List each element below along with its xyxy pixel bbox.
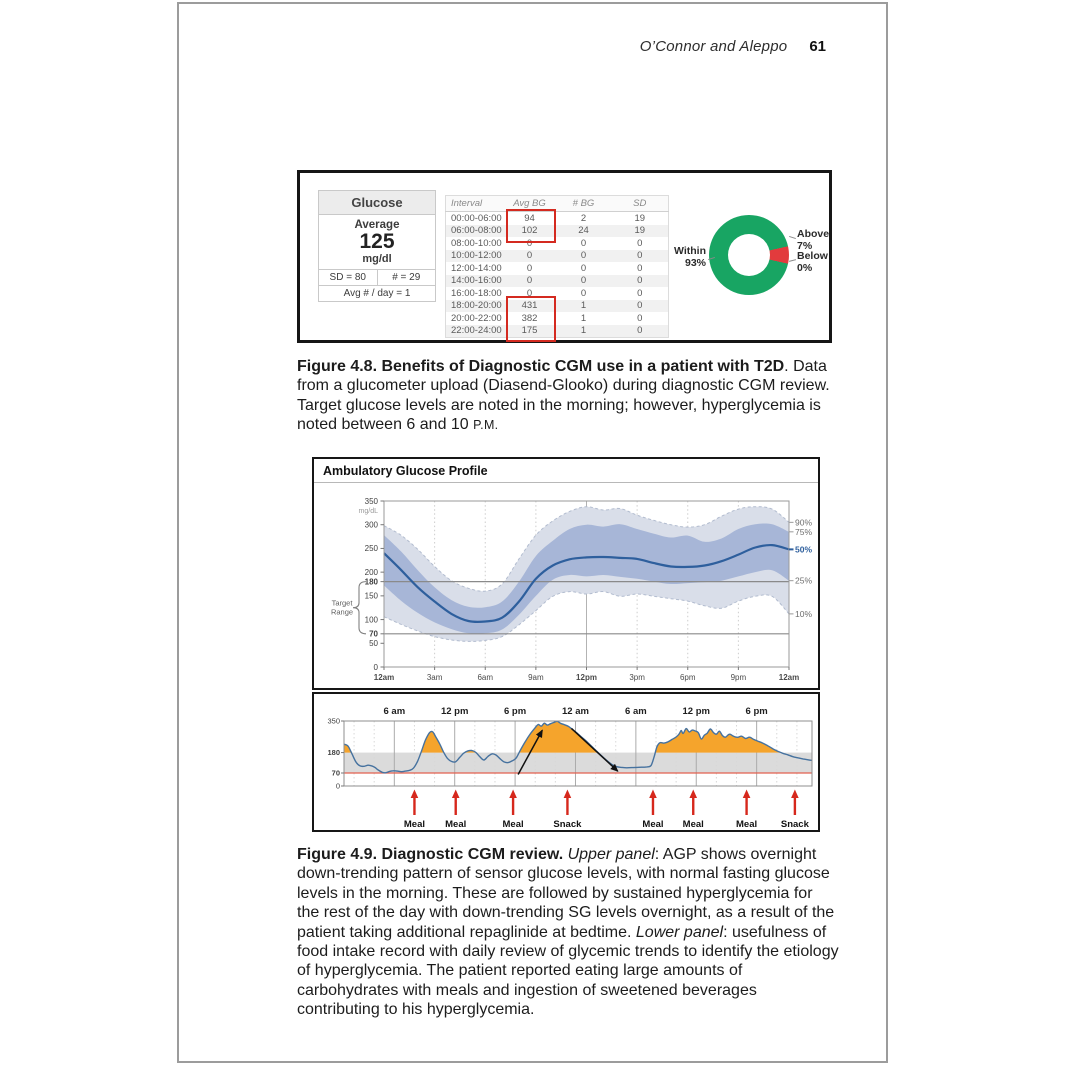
table-row: 12:00-14:00 0 0 0 [451, 262, 643, 274]
event-arrow-head [564, 790, 572, 799]
event-label: Meal [682, 819, 704, 830]
sd-count-row [319, 269, 435, 285]
agp-ytick: 70 [369, 629, 378, 639]
average-value: 125 [359, 230, 395, 253]
event-arrow-head [452, 790, 460, 799]
agp-pct-label-75: 75% [795, 526, 813, 537]
donut-label-above: Above 7% [797, 228, 830, 252]
table-header-row [446, 196, 669, 212]
agp-chart [314, 459, 818, 688]
event-arrow-head [411, 790, 419, 799]
agp-ytick: 50 [369, 639, 378, 649]
event-arrow-head [791, 790, 799, 799]
col-header-bg: # BG [556, 196, 612, 212]
agp-pct-label-10: 10% [795, 608, 813, 619]
table-row: 20:00-22:00 382 1 0 [451, 312, 643, 324]
running-head-authors: O’Connor and Aleppo [639, 38, 788, 55]
agp-xtick: 12am [373, 673, 395, 682]
table-row: 22:00-24:00 175 1 0 [446, 325, 669, 338]
highlight-box-evening [506, 296, 556, 342]
table-row: 18:00-20:00 431 1 0 [446, 300, 669, 313]
agp-xtick: 12am [778, 673, 800, 682]
glucose-summary-card [318, 190, 436, 302]
target-range-bracket [353, 582, 366, 634]
daily-ytick: 350 [327, 716, 340, 726]
agp-xtick: 9am [528, 673, 544, 682]
event-label: Meal [642, 819, 664, 830]
event-label: Meal [445, 819, 467, 830]
agp-xtick: 6pm [679, 673, 696, 682]
daily-trace-panel [312, 692, 820, 832]
agp-pct-label-25: 25% [795, 575, 813, 586]
agp-xtick: 12pm [576, 673, 597, 682]
daily-trace-chart [314, 694, 818, 830]
donut-leader-above [789, 236, 796, 239]
daily-time-label: 12 pm [682, 706, 710, 717]
avg-per-day: Avg # / day = 1 [319, 285, 435, 301]
figure-4-8-panel [297, 170, 832, 343]
figure-4-8-caption: Figure 4.8. Benefits of Diagnostic CGM use in a patient with T2D. Data from a glucometer upload (Diasend-Glooko) during diagnostic CGM review. Target glucose levels are noted in the morning; however, hyperglycemia is noted between 6 and 10 P.M. [297, 358, 830, 434]
agp-y-unit: mg/dL [358, 508, 378, 515]
event-arrow-head [689, 790, 697, 799]
agp-xtick: 3am [426, 673, 443, 682]
donut-label-within: Within 93% [674, 245, 706, 269]
table-row: 06:00-08:00 102 24 19 [446, 225, 669, 238]
event-label: Snack [553, 819, 582, 830]
daily-time-label: 6 pm [504, 706, 527, 717]
daily-time-label: 12 pm [440, 706, 469, 717]
agp-ytick: 200 [364, 567, 378, 577]
page-sheet [177, 2, 888, 1063]
table-row: 14:00-16:00 0 0 0 [446, 275, 669, 288]
table-row: 10:00-12:00 0 0 0 [446, 250, 669, 263]
bg-intervals-table [445, 195, 669, 338]
agp-pct-label-50: 50% [795, 544, 813, 555]
average-label: Average [354, 219, 400, 231]
agp-xtick: 6am [477, 673, 494, 682]
agp-ytick: 180 [364, 577, 378, 587]
col-header-sd: SD [612, 196, 669, 212]
daily-ytick: 180 [327, 748, 340, 758]
agp-xtick: 3pm [629, 673, 645, 682]
agp-title: Ambulatory Glucose Profile [314, 459, 818, 483]
running-head [640, 38, 826, 55]
daily-ytick: 0 [335, 781, 340, 791]
event-arrow-head [509, 790, 517, 799]
event-label: Meal [502, 819, 524, 830]
event-label: Meal [403, 819, 426, 830]
daily-ytick: 70 [331, 768, 340, 778]
average-unit: mg/dl [362, 253, 392, 265]
event-label: Snack [780, 819, 809, 830]
agp-ytick: 300 [364, 520, 378, 530]
donut-hole [728, 234, 770, 276]
bg-distribution-donut [709, 215, 789, 295]
donut-label-below: Below 0% [797, 250, 828, 274]
agp-ytick: 150 [364, 591, 378, 601]
event-label: Meal [736, 819, 758, 830]
table-row: 00:00-06:00 94 2 19 [451, 212, 646, 224]
donut-leader-below [789, 259, 796, 262]
agp-ytick: 250 [364, 544, 378, 554]
target-range-label: Target [331, 598, 353, 608]
table-row: 08:00-10:00 0 0 0 [451, 237, 643, 249]
table-row: 16:00-18:00 0 0 0 [451, 287, 643, 299]
target-range-label: Range [330, 607, 354, 617]
col-header-interval: Interval [446, 196, 504, 212]
col-header-avgbg: Avg BG [504, 196, 556, 212]
highlight-box-morning [506, 209, 556, 243]
event-arrow-head [743, 790, 751, 799]
page-number: 61 [809, 38, 826, 55]
sd-value: SD = 80 [319, 270, 378, 285]
daily-time-label: 6 am [383, 706, 406, 717]
agp-pct-label-90: 90% [795, 517, 813, 528]
agp-xtick: 9pm [730, 673, 747, 682]
event-arrow-head [649, 790, 657, 799]
daily-time-label: 6 am [625, 706, 647, 717]
figure-4-9-caption: Figure 4.9. Diagnostic CGM review. Upper panel: AGP shows overnight down-trending pattern of sensor glucose levels, with normal fasting glucose levels in the morning. These are followed by sustained hyperglycemia for the rest of the day with down-trending SG levels overnight, as a result of the patient taking additional repaglinide at bedtime. Lower panel: usefulness of food intake record with daily review of glycemic trends to identify the etiology of hyperglycemia. The patient reported eating large amounts of carbohydrates with meals and ingestion of sweetened beverages contributing to his hyperglycemia. [297, 846, 839, 1019]
agp-ytick: 100 [364, 615, 378, 625]
glucose-summary-title: Glucose [319, 191, 435, 215]
daily-time-label: 6 pm [745, 706, 768, 717]
daily-time-label: 12 am [562, 706, 589, 717]
count-value: # = 29 [392, 272, 421, 283]
agp-panel [312, 457, 820, 690]
agp-ytick: 350 [364, 496, 378, 506]
agp-ytick: 0 [373, 662, 378, 672]
